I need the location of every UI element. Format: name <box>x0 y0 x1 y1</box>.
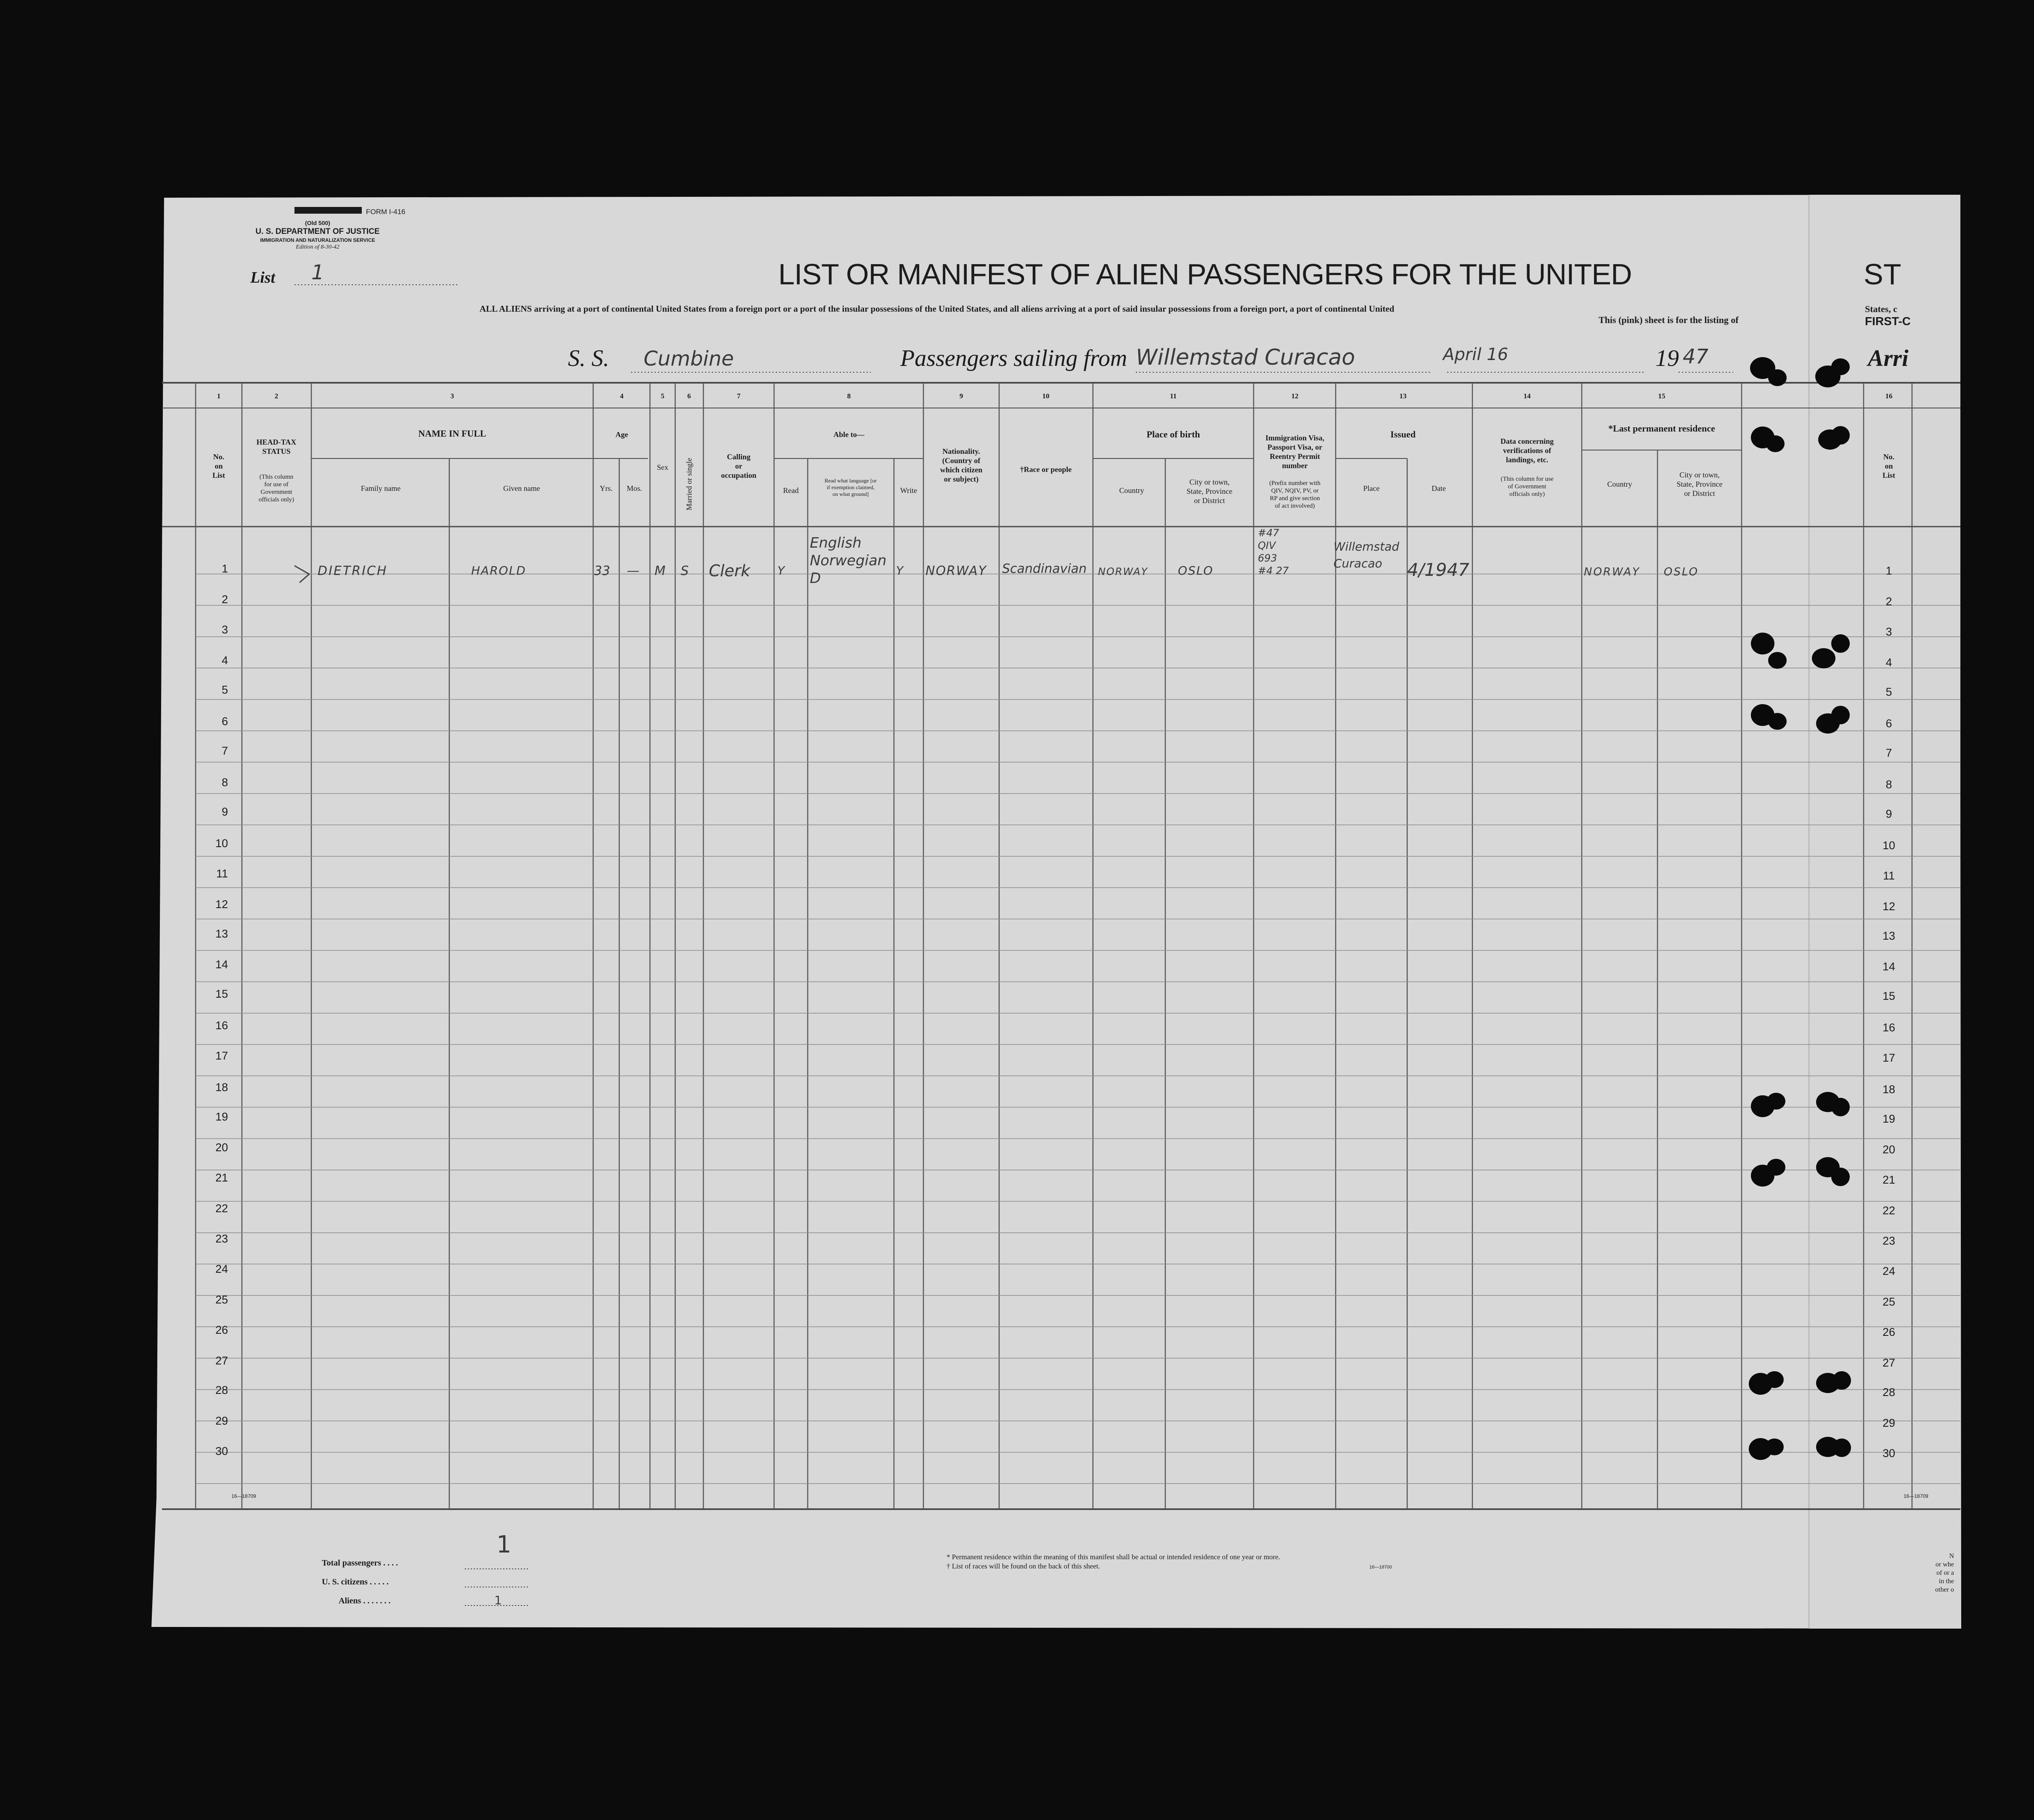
row-number-right: 3 <box>1885 625 1892 638</box>
print-code-right: 16—18709 <box>1904 1493 1928 1499</box>
column-number: 8 <box>847 392 851 400</box>
column-header: Age <box>615 430 628 439</box>
column-header: NAME IN FULL <box>418 428 486 439</box>
column-subheader: Given name <box>503 484 540 493</box>
column-subheader: Date <box>1432 484 1446 493</box>
row-number: 30 <box>215 1445 228 1457</box>
residence-city[interactable]: OSLO <box>1664 566 1699 578</box>
manifest-title: LIST OR MANIFEST OF ALIEN PASSENGERS FOR THE UNITED <box>778 258 1632 291</box>
row-number: 16 <box>215 1019 228 1032</box>
list-value[interactable]: 1 <box>311 261 324 284</box>
footer-print-code: 16—18700 <box>1369 1565 1392 1570</box>
total-passengers-label: Total passengers . . . . <box>322 1558 398 1568</box>
row-number: 27 <box>215 1354 228 1367</box>
aliens-value[interactable]: 1 <box>494 1593 502 1607</box>
row-number-right: 13 <box>1882 930 1896 942</box>
column-subheader: Family name <box>361 484 401 493</box>
column-number: 4 <box>620 392 624 400</box>
column-header: Calling or occupation <box>721 453 757 480</box>
column-header: Data concerning verifications of landings, etc. <box>1500 437 1554 464</box>
column-header: No. on List <box>1882 453 1896 480</box>
column-number: 12 <box>1291 392 1299 400</box>
column-subheader: Read <box>783 486 799 495</box>
birth-country[interactable]: NORWAY <box>1098 566 1148 578</box>
year-suffix[interactable]: 47 <box>1683 345 1709 368</box>
row-number: 18 <box>215 1081 228 1094</box>
column-number: 10 <box>1042 392 1050 400</box>
column-number: 14 <box>1523 392 1531 400</box>
given-name[interactable]: HAROLD <box>471 564 526 578</box>
row-number: 2 <box>221 593 228 606</box>
race[interactable]: Scandinavian <box>1002 562 1087 576</box>
footnote-residence: * Permanent residence within the meaning of this manifest shall be actual or intended residence of one year or more. <box>947 1553 1281 1561</box>
column-number: 15 <box>1658 392 1665 400</box>
row-number-right: 11 <box>1883 869 1895 882</box>
column-number: 1 <box>217 392 221 400</box>
aliens-label: Aliens . . . . . . . <box>339 1596 391 1605</box>
column-subheader: Country <box>1607 480 1632 488</box>
column-number: 16 <box>1885 392 1893 400</box>
column-header-note: (This column for use of Government officials only) <box>258 474 294 503</box>
row-number: 5 <box>221 683 228 696</box>
column-header: Immigration Visa, Passport Visa, or Reentry Permit number <box>1265 434 1325 470</box>
ship-name[interactable]: Cumbine <box>644 347 734 371</box>
row-number-right: 22 <box>1882 1204 1896 1217</box>
column-number: 9 <box>959 392 963 400</box>
column-header: Able to— <box>833 430 865 439</box>
column-number: 3 <box>450 392 454 400</box>
row-number: 1 <box>221 562 228 575</box>
row-number-right: 23 <box>1882 1235 1896 1247</box>
row-number: 10 <box>215 837 228 850</box>
row-number: 19 <box>215 1110 228 1123</box>
row-number-right: 5 <box>1885 686 1892 698</box>
residence-country[interactable]: NORWAY <box>1584 566 1641 578</box>
can-read[interactable]: Y <box>777 564 785 578</box>
old-number: (Old 500) <box>305 220 330 226</box>
subtitle-right-2: FIRST-C <box>1865 315 1911 328</box>
row-number: 3 <box>221 623 228 636</box>
right-page-fragment: N or whe of or a in the other o <box>1935 1552 1954 1593</box>
can-write[interactable]: Y <box>896 564 904 578</box>
subtitle-line-1: ALL ALIENS arriving at a port of continental United States from a foreign port or a port of the insular possessions of the United States, and all aliens arriving at a port of said insular possessions from a foreign port, a port of continental United <box>480 304 1395 314</box>
column-header: Sex <box>657 463 668 472</box>
manifest-title-continued: ST <box>1864 258 1901 291</box>
edition-text: Edition of 8-30-42 <box>296 244 339 250</box>
column-subheader: Mos. <box>626 484 642 493</box>
column-header: Married or single <box>685 458 693 511</box>
citizens-label: U. S. citizens . . . . . <box>322 1577 389 1587</box>
sailing-label: Passengers sailing from <box>900 345 1127 371</box>
row-number: 13 <box>215 927 228 940</box>
subtitle-right-1: States, c <box>1865 304 1897 314</box>
column-header-note: (This column for use of Government officials only) <box>1501 476 1554 498</box>
row-number: 6 <box>221 715 228 728</box>
column-header: HEAD-TAX STATUS <box>256 438 297 456</box>
column-number: 5 <box>660 392 665 400</box>
row-number: 23 <box>215 1232 228 1245</box>
row-number-right: 17 <box>1882 1052 1896 1064</box>
row-number-right: 4 <box>1885 656 1892 669</box>
row-number: 12 <box>215 898 228 911</box>
marital-status[interactable]: S <box>681 564 689 578</box>
row-number-right: 29 <box>1882 1417 1896 1429</box>
total-passengers-value[interactable]: 1 <box>496 1531 512 1558</box>
column-subheader: Country <box>1119 486 1144 495</box>
column-subheader: City or town, State, Province or District <box>1186 478 1233 505</box>
sailing-from[interactable]: Willemstad Curacao <box>1136 345 1355 370</box>
row-number: 26 <box>215 1324 228 1336</box>
row-number-right: 30 <box>1882 1447 1896 1460</box>
ship-prefix: S. S. <box>568 345 609 371</box>
column-number: 7 <box>737 392 741 400</box>
nationality[interactable]: NORWAY <box>926 564 987 578</box>
row-number-right: 26 <box>1882 1326 1896 1338</box>
birth-city[interactable]: OSLO <box>1178 564 1214 578</box>
row-number: 25 <box>215 1293 228 1306</box>
visa-number[interactable]: #47 QIV 693 #4 27 <box>1258 527 1289 577</box>
issued-place[interactable]: Willemstad Curacao <box>1334 540 1400 570</box>
row-number-right: 25 <box>1882 1295 1896 1308</box>
row-number-right: 20 <box>1882 1143 1896 1156</box>
row-number-right: 1 <box>1885 564 1892 577</box>
column-subheader: Write <box>900 486 918 495</box>
service-name: IMMIGRATION AND NATURALIZATION SERVICE <box>260 237 375 243</box>
row-number: 4 <box>221 654 228 667</box>
footnote-races: † List of races will be found on the back of this sheet. <box>947 1562 1100 1570</box>
language[interactable]: English Norwegian D <box>810 535 887 587</box>
row-number-right: 8 <box>1885 778 1892 791</box>
row-number: 17 <box>215 1049 228 1062</box>
subtitle-line-2: This (pink) sheet is for the listing of <box>1599 315 1739 325</box>
arriving-label: Arri <box>1868 345 1909 371</box>
department-name: U. S. DEPARTMENT OF JUSTICE <box>255 227 380 236</box>
column-number: 6 <box>687 392 691 400</box>
row-number: 15 <box>215 988 228 1000</box>
age-years[interactable]: 33 <box>594 564 610 578</box>
row-number-right: 9 <box>1885 808 1892 820</box>
column-subheader: Place <box>1363 484 1380 493</box>
row-number-right: 28 <box>1882 1386 1896 1399</box>
row-number-right: 10 <box>1882 839 1896 852</box>
column-number: 13 <box>1399 392 1407 400</box>
row-number-right: 21 <box>1882 1174 1896 1186</box>
row-number: 11 <box>216 867 228 880</box>
issued-date[interactable]: 4/1947 <box>1407 559 1469 580</box>
occupation[interactable]: Clerk <box>709 562 750 580</box>
row-number: 20 <box>215 1141 228 1154</box>
row-number: 9 <box>221 805 228 818</box>
column-header: *Last permanent residence <box>1608 423 1715 434</box>
row-number-right: 19 <box>1882 1113 1896 1125</box>
row-number-right: 6 <box>1885 717 1892 730</box>
print-code-left: 16—18709 <box>231 1493 256 1499</box>
row-number-right: 7 <box>1885 747 1892 759</box>
row-number: 7 <box>221 744 228 757</box>
column-number: 11 <box>1169 392 1177 400</box>
column-header: No. on List <box>212 453 225 480</box>
row-number: 24 <box>215 1263 228 1275</box>
column-header: †Race or people <box>1020 465 1072 474</box>
row-number-right: 2 <box>1885 595 1892 608</box>
paper-sheet <box>151 195 1961 1629</box>
row-number-right: 27 <box>1882 1356 1896 1369</box>
form-number: FORM I-416 <box>366 208 406 216</box>
list-label: List <box>250 269 276 286</box>
column-subheader: Yrs. <box>599 484 613 493</box>
column-header: Issued <box>1390 429 1416 440</box>
age-months[interactable]: — <box>627 564 639 578</box>
row-number-right: 18 <box>1882 1083 1896 1096</box>
year-prefix: 19 <box>1655 345 1679 371</box>
column-subheader: Read what language [or if exemption claimed, on what ground] <box>825 477 877 497</box>
row-number-right: 12 <box>1882 900 1896 913</box>
row-number: 21 <box>215 1171 228 1184</box>
row-number: 29 <box>215 1415 228 1427</box>
row-number-right: 14 <box>1882 960 1896 973</box>
row-number-right: 24 <box>1882 1265 1896 1277</box>
row-number: 8 <box>221 776 228 789</box>
sailing-date[interactable]: April 16 <box>1443 345 1509 364</box>
row-number: 14 <box>215 958 228 971</box>
redaction-mark <box>294 207 362 214</box>
column-header-note: (Prefix number with QIV, NQIV, PV, or RP and give section of act involved) <box>1269 480 1321 509</box>
column-number: 2 <box>274 392 278 400</box>
row-number: 28 <box>215 1384 228 1396</box>
row-number-right: 15 <box>1882 990 1896 1002</box>
sex[interactable]: M <box>655 564 666 578</box>
row-number-right: 16 <box>1882 1021 1896 1034</box>
column-subheader: City or town, State, Province or District <box>1676 471 1723 498</box>
family-name[interactable]: DIETRICH <box>318 564 388 578</box>
column-header: Nationality. (Country of which citizen or subject) <box>940 447 983 483</box>
row-number: 22 <box>215 1202 228 1215</box>
column-header: Place of birth <box>1146 429 1200 440</box>
